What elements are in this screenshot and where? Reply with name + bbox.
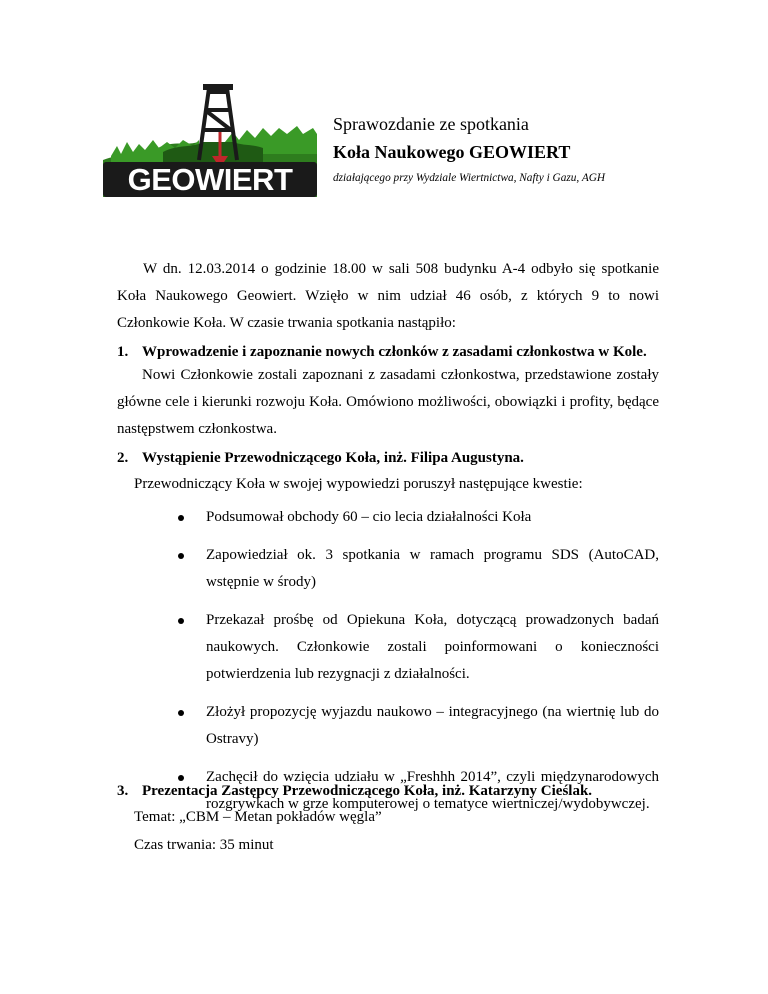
list-item-text: Przekazał prośbę od Opiekuna Koła, dotyczącą prowadzonych badań naukowych. Członkowie zostali poinformowani o konieczności potwierdzenia lub rezygnacji z działalności. [206,612,659,682]
list-item [178,699,659,753]
section-heading-text: Wprowadzenie i zapoznanie nowych członków z zasadami członkostwa w Kole. [142,344,647,360]
report-subtitle: Koła Naukowego GEOWIERT [333,142,571,162]
section-number: 2. [117,450,129,466]
section-heading-text: Wystąpienie Przewodniczącego Koła, inż. Filipa Augustyna. [142,450,524,466]
bullet-icon [178,515,184,521]
report-affiliation: działającego przy Wydziale Wiertnictwa, Nafty i Gazu, AGH [333,172,606,184]
list-item [178,504,659,531]
bullet-icon [178,618,184,624]
geowiert-logo [103,82,317,197]
section-2-intro: Przewodniczący Koła w swojej wypowiedzi poruszył następujące kwestie: [134,476,583,492]
section-number: 1. [117,344,129,360]
section-1-body: Nowi Członkowie zostali zapoznani z zasadami członkostwa, przedstawione zostały główne cele i kierunki rozwoju Koła. Omówiono możliwości, obowiązki i profity, będące następstwem członkostwa. [117,367,659,437]
section-3-heading [117,783,592,800]
section-3-duration: Czas trwania: 35 minut [134,837,274,853]
intro-paragraph: W dn. 12.03.2014 o godzinie 18.00 w sali 508 budynku A-4 odbyło się spotkanie Koła Naukowego Geowiert. Wzięło w nim udział 46 osób, z których 9 to nowi Członkowie Koła. W czasie trwania spotkania nastąpiło: [117,261,659,331]
list-item-text: Podsumował obchody 60 – cio lecia działalności Koła [206,509,532,525]
bullet-icon [178,553,184,559]
bullet-icon [178,775,184,781]
list-item [178,607,659,688]
list-item [178,542,659,596]
section-3-topic: Temat: „CBM – Metan pokładów węgla” [134,809,382,825]
section-1-heading [117,344,647,361]
svg-text:GEOWIERT: GEOWIERT [127,162,293,197]
list-item-text: Zapowiedział ok. 3 spotkania w ramach programu SDS (AutoCAD, wstępnie w środy) [206,547,659,590]
section-number: 3. [117,783,129,799]
section-heading-text: Prezentacja Zastępcy Przewodniczącego Koła, inż. Katarzyny Cieślak. [142,783,593,799]
list-item-text: Złożył propozycję wyjazdu naukowo – integracyjnego (na wiertnię lub do Ostravy) [206,704,659,747]
section-2-heading [117,450,524,467]
section-2-bullet-list [178,504,659,829]
list-item-text: Zachęcił do wzięcia udziału w „Freshhh 2014”, czyli międzynarodowych rozgrywkach w grze komputerowej o tematyce wiertniczej/wydobywczej. [206,769,659,812]
report-title: Sprawozdanie ze spotkania [333,114,529,134]
bullet-icon [178,710,184,716]
